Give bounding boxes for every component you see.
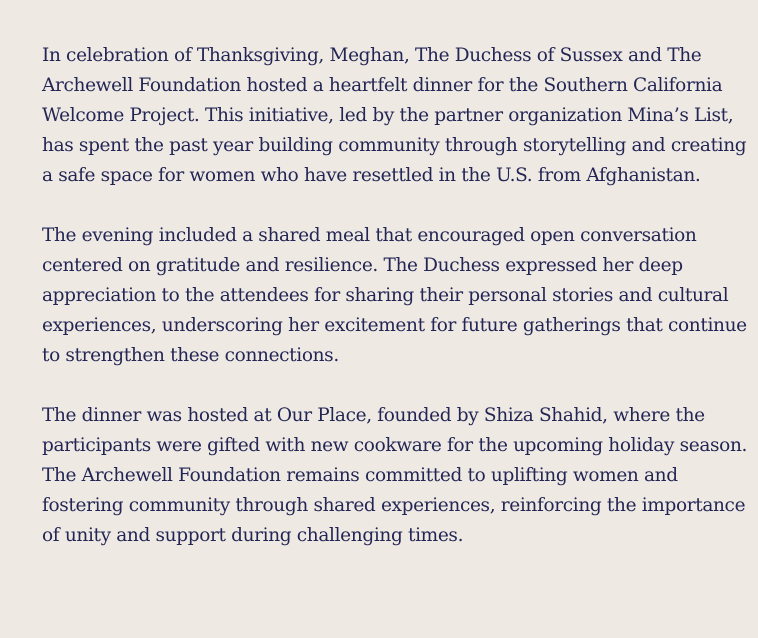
paragraph-line: has spent the past year building community through storytelling and creating [42,135,747,156]
paragraph-line: experiences, underscoring her excitement for future gatherings that continue [42,315,747,336]
paragraph-line: The Archewell Foundation remains committed to uplifting women and [42,465,678,486]
paragraph-line: centered on gratitude and resilience. The Duchess expressed her deep [42,255,683,276]
paragraph-line: of unity and support during challenging times. [42,525,464,546]
paragraph-line: a safe space for women who have resettled in the U.S. from Afghanistan. [42,165,701,186]
paragraph-line: Archewell Foundation hosted a heartfelt dinner for the Southern California [42,75,723,96]
paragraph-line: appreciation to the attendees for sharing their personal stories and cultural [42,285,729,306]
article-paragraph-3 [42,401,748,551]
article-paragraph-2 [42,221,747,371]
paragraph-line: The dinner was hosted at Our Place, founded by Shiza Shahid, where the [42,405,705,426]
article-body [42,41,748,581]
article-paragraph-1 [42,41,747,191]
paragraph-line: The evening included a shared meal that encouraged open conversation [42,225,697,246]
paragraph-line: In celebration of Thanksgiving, Meghan, The Duchess of Sussex and The [42,45,702,66]
paragraph-line: Welcome Project. This initiative, led by the partner organization Mina’s List, [42,105,734,126]
paragraph-line: fostering community through shared experiences, reinforcing the importance [42,495,746,516]
paragraph-line: participants were gifted with new cookware for the upcoming holiday season. [42,435,748,456]
paragraph-line: to strengthen these connections. [42,345,339,366]
